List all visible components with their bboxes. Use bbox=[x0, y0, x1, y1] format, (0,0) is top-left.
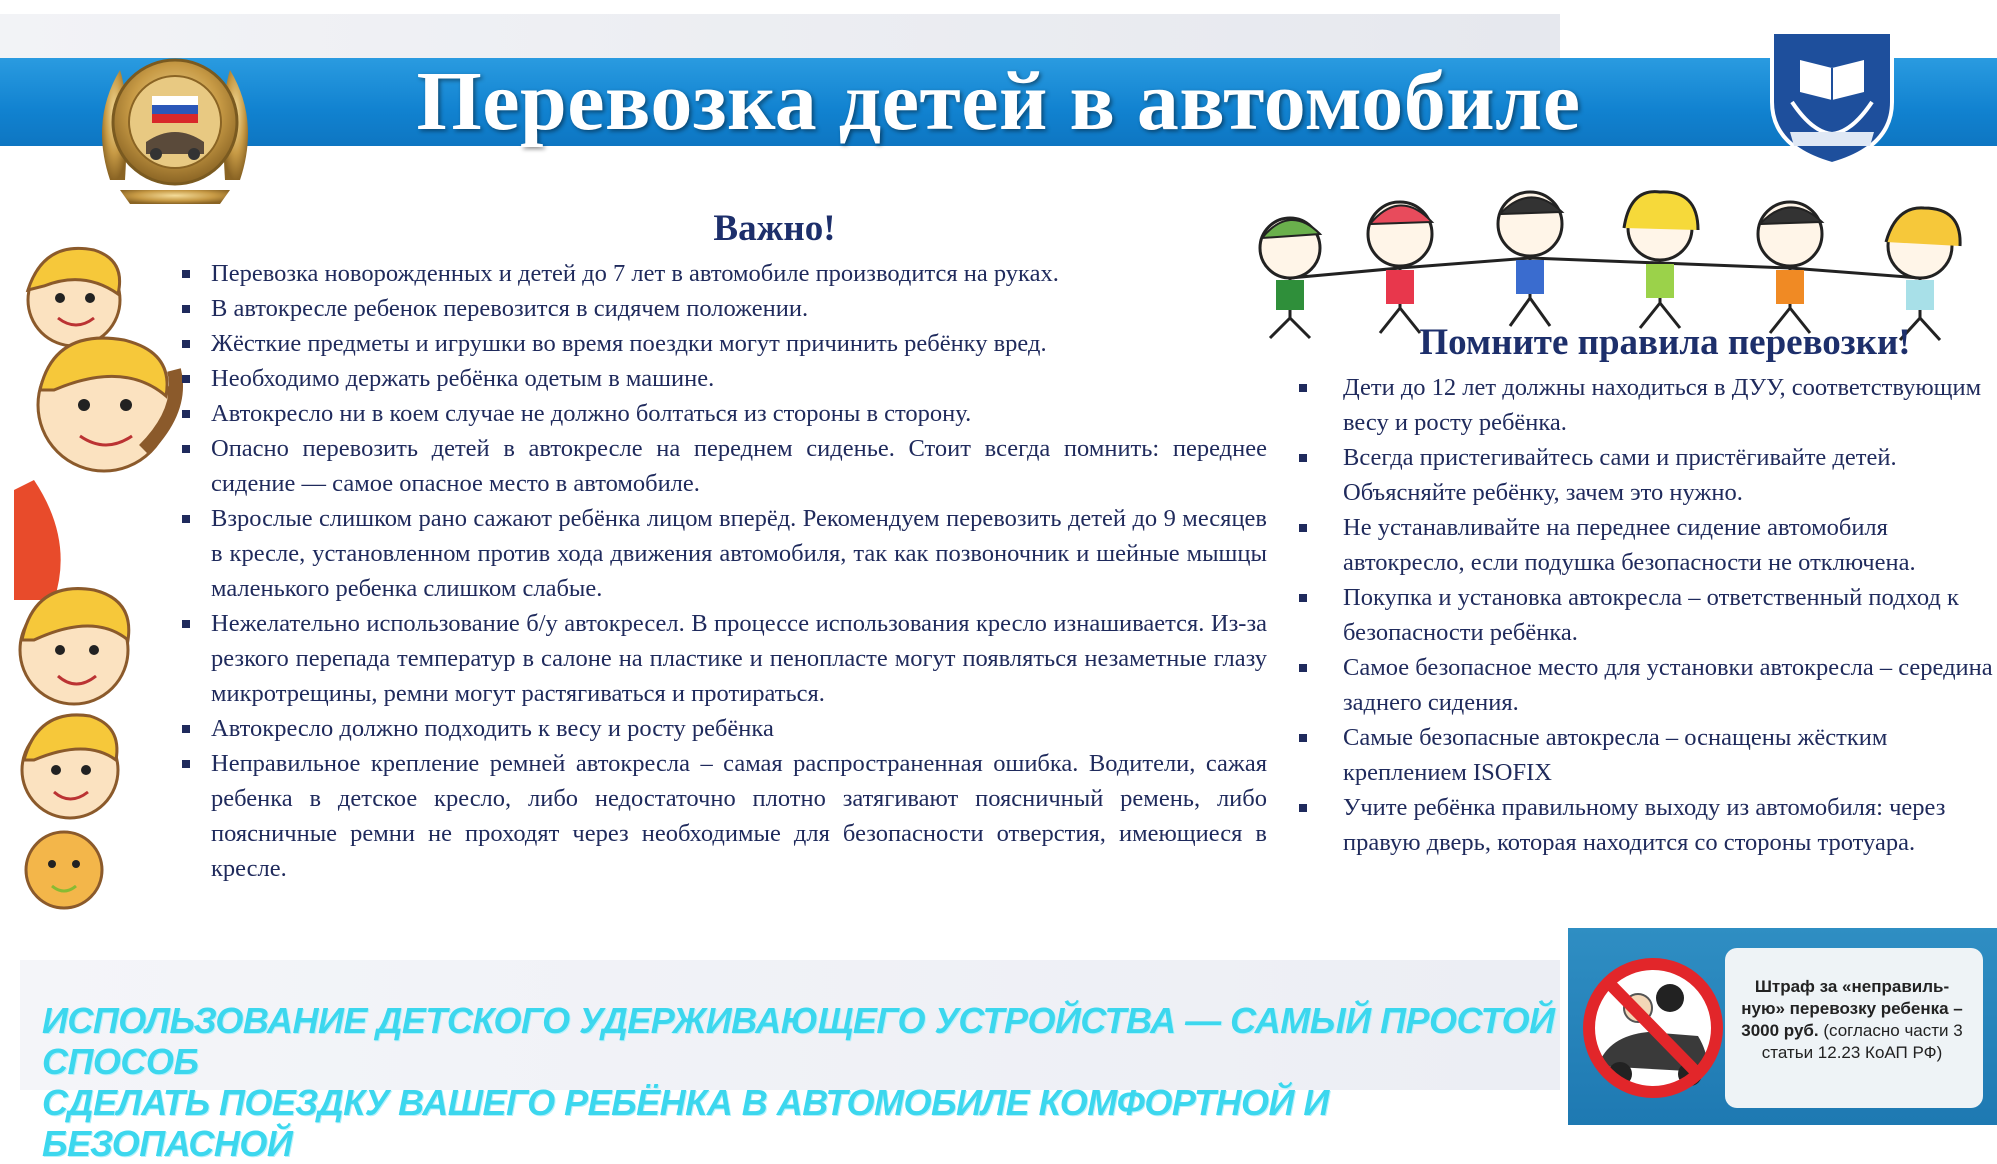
slogan-line-2: СДЕЛАТЬ ПОЕЗДКУ ВАШЕГО РЕБЁНКА В АВТОМОБИЛЕ КОМФОРТНОЙ И БЕЗОПАСНОЙ bbox=[42, 1082, 1329, 1164]
list-item: Учите ребёнка правильному выходу из автомобиля: через правую дверь, которая находится со стороны тротуара. bbox=[1295, 790, 1995, 860]
bullet-marker-icon bbox=[1299, 524, 1307, 532]
bullet-marker-icon bbox=[1299, 384, 1307, 392]
bullet-marker-icon bbox=[182, 340, 190, 348]
list-item: Не устанавливайте на переднее сидение автомобиля автокресло, если подушка безопасности не отключена. bbox=[1295, 510, 1995, 580]
list-item: Покупка и установка автокресла – ответственный подход к безопасности ребёнка. bbox=[1295, 580, 1995, 650]
fine-info-box bbox=[1568, 928, 1997, 1125]
bullet-marker-icon bbox=[182, 760, 190, 768]
bullet-marker-icon bbox=[1299, 594, 1307, 602]
important-list bbox=[182, 256, 1267, 886]
list-item: Самое безопасное место для установки автокресла – середина заднего сидения. bbox=[1295, 650, 1995, 720]
traffic-police-emblem-icon bbox=[80, 30, 270, 210]
bullet-marker-icon bbox=[182, 410, 190, 418]
cartoon-kids-column-icon bbox=[14, 240, 204, 930]
list-item: Необходимо держать ребёнка одетым в машине. bbox=[182, 361, 1267, 396]
rules-section bbox=[1295, 320, 1995, 860]
safety-slogan bbox=[42, 1000, 1582, 1164]
page-title: Перевозка детей в автомобиле bbox=[416, 55, 1581, 148]
list-item: Самые безопасные автокресла – оснащены жёстким креплением ISOFIX bbox=[1295, 720, 1995, 790]
list-item: Дети до 12 лет должны находиться в ДУУ, соответствующим весу и росту ребёнка. bbox=[1295, 370, 1995, 440]
bullet-marker-icon bbox=[1299, 664, 1307, 672]
list-item: В автокресле ребенок перевозится в сидячем положении. bbox=[182, 291, 1267, 326]
fine-text-panel bbox=[1725, 948, 1983, 1108]
list-item: Нежелательно использование б/у автокресел. В процессе использования кресло изнашивается. Из-за резкого перепада температур в салоне на пластике и пенопласте могут появляться незаметные глазу микротрещины, ремни могут растягиваться и протираться. bbox=[182, 606, 1267, 711]
bullet-marker-icon bbox=[1299, 734, 1307, 742]
bullet-marker-icon bbox=[182, 725, 190, 733]
bullet-marker-icon bbox=[182, 445, 190, 453]
rules-list bbox=[1295, 370, 1995, 860]
list-item: Неправильное крепление ремней автокресла – самая распространенная ошибка. Водители, сажая ребенка в детское кресло, либо недостаточно плотно затягивают поясничный ремень, либо поясничные ремни не проходят через необходимые для безопасности отверстия, имеющиеся в кресле. bbox=[182, 746, 1267, 886]
no-child-on-lap-sign-icon bbox=[1578, 946, 1728, 1110]
slogan-line-1: ИСПОЛЬЗОВАНИЕ ДЕТСКОГО УДЕРЖИВАЮЩЕГО УСТРОЙСТВА — САМЫЙ ПРОСТОЙ СПОСОБ bbox=[42, 1000, 1555, 1082]
fine-text: Штраф за «неправиль- ную» перевозку ребенка – 3000 руб. (согласно части 3 статьи 12.23 КоАП РФ) bbox=[1741, 977, 1963, 1062]
list-item: Всегда пристегивайтесь сами и пристёгивайте детей. Объясняйте ребёнку, зачем это нужно. bbox=[1295, 440, 1995, 510]
rules-heading: Помните правила перевозки! bbox=[1419, 322, 1911, 363]
list-item: Автокресло должно подходить к весу и росту ребёнка bbox=[182, 711, 1267, 746]
list-item: Автокресло ни в коем случае не должно болтаться из стороны в сторону. bbox=[182, 396, 1267, 431]
bullet-marker-icon bbox=[182, 515, 190, 523]
important-heading: Важно! bbox=[713, 208, 836, 249]
bullet-marker-icon bbox=[182, 305, 190, 313]
bullet-marker-icon bbox=[182, 620, 190, 628]
bullet-marker-icon bbox=[182, 270, 190, 278]
list-item: Взрослые слишком рано сажают ребёнка лицом вперёд. Рекомендуем перевозить детей до 9 месяцев в кресле, установленном против хода движения автомобиля, так как позвоночник и шейные мышцы маленького ребенка слишком слабые. bbox=[182, 501, 1267, 606]
title-banner bbox=[0, 55, 1997, 148]
list-item: Перевозка новорожденных и детей до 7 лет в автомобиле производится на руках. bbox=[182, 256, 1267, 291]
bullet-marker-icon bbox=[1299, 454, 1307, 462]
important-section bbox=[182, 206, 1267, 886]
list-item: Опасно перевозить детей в автокресле на переднем сиденье. Стоит всегда помнить: переднее сидение — самое опасное место в автомобиле. bbox=[182, 431, 1267, 501]
education-shield-emblem-icon bbox=[1752, 22, 1912, 170]
bullet-marker-icon bbox=[182, 375, 190, 383]
bullet-marker-icon bbox=[1299, 804, 1307, 812]
list-item: Жёсткие предметы и игрушки во время поездки могут причинить ребёнку вред. bbox=[182, 326, 1267, 361]
